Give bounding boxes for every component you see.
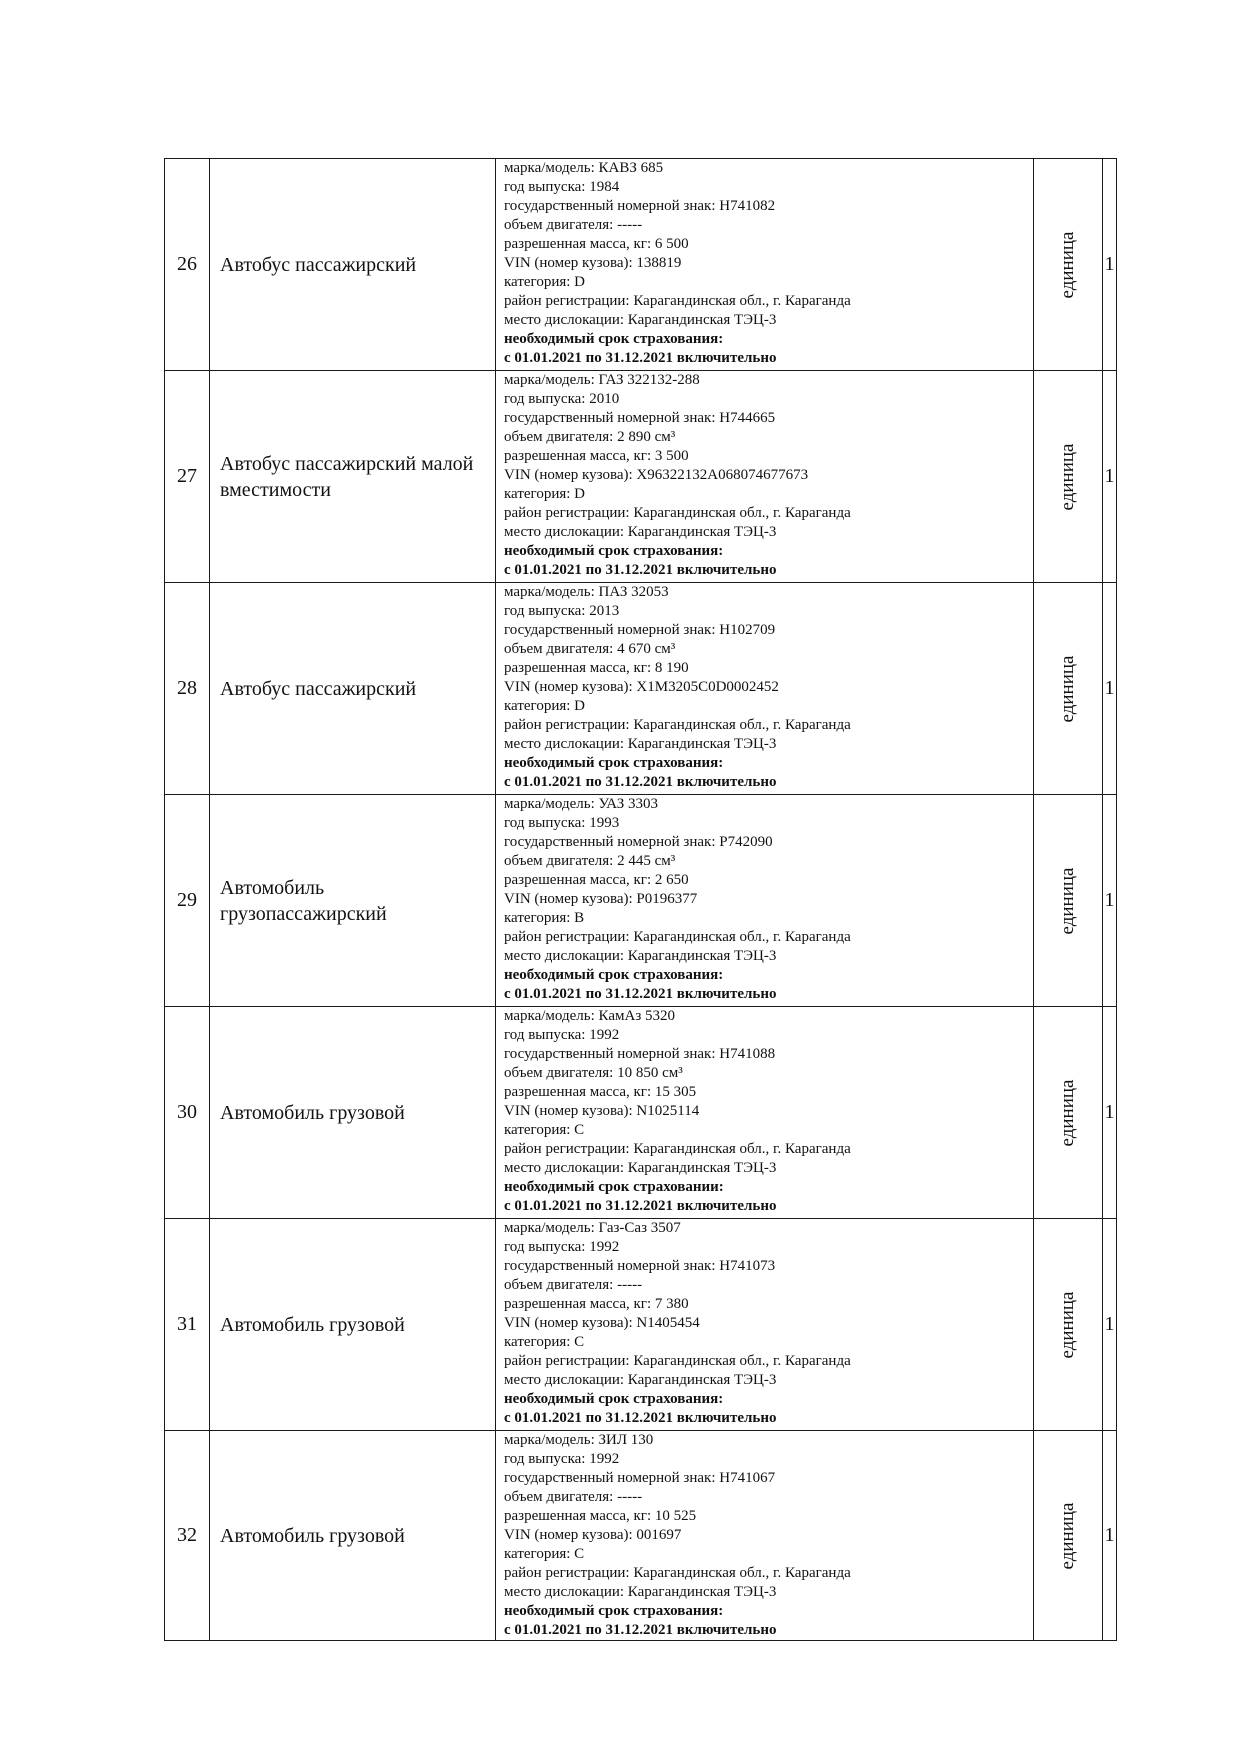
row-number: 26 xyxy=(165,159,210,371)
detail-line: VIN (номер кузова): 138819 xyxy=(504,255,682,271)
quantity: 1 xyxy=(1103,1431,1117,1641)
unit-label: единица xyxy=(1057,1502,1078,1569)
vehicle-type: Автобус пассажирский xyxy=(210,159,496,371)
detail-line: марка/модель: УАЗ 3303 xyxy=(504,796,659,812)
detail-line: марка/модель: КАВЗ 685 xyxy=(504,160,664,176)
insurance-term-value: с 01.01.2021 по 31.12.2021 включительно xyxy=(504,986,777,1002)
detail-line: марка/модель: ПАЗ 32053 xyxy=(504,584,669,600)
detail-line: объем двигателя: 10 850 см³ xyxy=(504,1065,683,1081)
vehicle-table-body xyxy=(165,159,1117,1641)
unit-label: единица xyxy=(1057,1079,1078,1146)
detail-line: район регистрации: Карагандинская обл., г. Караганда xyxy=(504,1353,851,1369)
detail-line: разрешенная масса, кг: 15 305 xyxy=(504,1084,697,1100)
row-number: 31 xyxy=(165,1219,210,1431)
detail-line: разрешенная масса, кг: 7 380 xyxy=(504,1296,689,1312)
vehicle-details xyxy=(496,371,1034,583)
detail-line: объем двигателя: 2 445 см³ xyxy=(504,853,676,869)
detail-line: объем двигателя: 4 670 см³ xyxy=(504,641,676,657)
quantity: 1 xyxy=(1103,371,1117,583)
insurance-term-value: с 01.01.2021 по 31.12.2021 включительно xyxy=(504,350,777,366)
detail-line: год выпуска: 2010 xyxy=(504,391,620,407)
insurance-term-value: с 01.01.2021 по 31.12.2021 включительно xyxy=(504,562,777,578)
detail-line: объем двигателя: 2 890 см³ xyxy=(504,429,676,445)
vehicle-row xyxy=(165,1219,1117,1431)
vehicle-type: Автобус пассажирский малой вместимости xyxy=(210,371,496,583)
unit-cell xyxy=(1034,1431,1103,1641)
detail-line: район регистрации: Карагандинская обл., г. Караганда xyxy=(504,505,851,521)
detail-line: категория: C xyxy=(504,1334,585,1350)
vehicle-table xyxy=(164,158,1117,1641)
detail-line: объем двигателя: ----- xyxy=(504,217,643,233)
vehicle-details xyxy=(496,159,1034,371)
insurance-term-label: необходимый срок страхования: xyxy=(504,967,724,983)
detail-line: разрешенная масса, кг: 6 500 xyxy=(504,236,689,252)
unit-cell xyxy=(1034,371,1103,583)
detail-line: марка/модель: КамАз 5320 xyxy=(504,1008,675,1024)
quantity: 1 xyxy=(1103,1007,1117,1219)
vehicle-row xyxy=(165,795,1117,1007)
quantity: 1 xyxy=(1103,583,1117,795)
vehicle-row xyxy=(165,159,1117,371)
insurance-term-label: необходимый срок страхования: xyxy=(504,1603,724,1619)
unit-cell xyxy=(1034,795,1103,1007)
detail-line: год выпуска: 1984 xyxy=(504,179,620,195)
detail-line: место дислокации: Карагандинская ТЭЦ-3 xyxy=(504,1372,777,1388)
detail-line: категория: D xyxy=(504,486,585,502)
detail-line: район регистрации: Карагандинская обл., г. Караганда xyxy=(504,293,851,309)
detail-line: год выпуска: 1992 xyxy=(504,1451,620,1467)
unit-label: единица xyxy=(1057,655,1078,722)
detail-line: марка/модель: ЗИЛ 130 xyxy=(504,1432,654,1448)
detail-line: государственный номерной знак: H102709 xyxy=(504,622,776,638)
insurance-term-value: с 01.01.2021 по 31.12.2021 включительно xyxy=(504,1198,777,1214)
detail-line: VIN (номер кузова): N1025114 xyxy=(504,1103,700,1119)
detail-line: государственный номерной знак: H741088 xyxy=(504,1046,776,1062)
detail-line: объем двигателя: ----- xyxy=(504,1489,643,1505)
quantity: 1 xyxy=(1103,1219,1117,1431)
detail-line: VIN (номер кузова): X1M3205C0D0002452 xyxy=(504,679,779,695)
unit-label: единица xyxy=(1057,867,1078,934)
insurance-term-label: необходимый срок страхования: xyxy=(504,543,724,559)
vehicle-details xyxy=(496,1431,1034,1641)
detail-line: VIN (номер кузова): N1405454 xyxy=(504,1315,700,1331)
unit-cell xyxy=(1034,159,1103,371)
row-number: 28 xyxy=(165,583,210,795)
vehicle-row xyxy=(165,1007,1117,1219)
insurance-term-label: необходимый срок страхования: xyxy=(504,1391,724,1407)
vehicle-type: Автомобиль грузовой xyxy=(210,1007,496,1219)
detail-line: марка/модель: Газ-Саз 3507 xyxy=(504,1220,681,1236)
detail-line: год выпуска: 2013 xyxy=(504,603,620,619)
detail-line: район регистрации: Карагандинская обл., г. Караганда xyxy=(504,929,851,945)
detail-line: категория: D xyxy=(504,698,585,714)
row-number: 32 xyxy=(165,1431,210,1641)
detail-line: объем двигателя: ----- xyxy=(504,1277,643,1293)
row-number: 27 xyxy=(165,371,210,583)
quantity: 1 xyxy=(1103,795,1117,1007)
insurance-term-value: с 01.01.2021 по 31.12.2021 включительно xyxy=(504,774,777,790)
vehicle-row xyxy=(165,1431,1117,1641)
insurance-term-value: с 01.01.2021 по 31.12.2021 включительно xyxy=(504,1410,777,1426)
vehicle-details xyxy=(496,1219,1034,1431)
detail-line: место дислокации: Карагандинская ТЭЦ-3 xyxy=(504,736,777,752)
detail-line: VIN (номер кузова): 001697 xyxy=(504,1527,682,1543)
insurance-term-label: необходимый срок страхования: xyxy=(504,331,724,347)
unit-label: единица xyxy=(1057,1291,1078,1358)
row-number: 30 xyxy=(165,1007,210,1219)
detail-line: категория: C xyxy=(504,1122,585,1138)
detail-line: место дислокации: Карагандинская ТЭЦ-3 xyxy=(504,524,777,540)
detail-line: год выпуска: 1992 xyxy=(504,1239,620,1255)
detail-line: место дислокации: Карагандинская ТЭЦ-3 xyxy=(504,1584,777,1600)
vehicle-row xyxy=(165,583,1117,795)
detail-line: район регистрации: Карагандинская обл., г. Караганда xyxy=(504,1141,851,1157)
detail-line: категория: C xyxy=(504,1546,585,1562)
detail-line: место дислокации: Карагандинская ТЭЦ-3 xyxy=(504,948,777,964)
vehicle-details xyxy=(496,1007,1034,1219)
insurance-term-label: необходимый срок страхования: xyxy=(504,755,724,771)
unit-label: единица xyxy=(1057,231,1078,298)
unit-cell xyxy=(1034,1007,1103,1219)
detail-line: государственный номерной знак: P742090 xyxy=(504,834,773,850)
detail-line: место дислокации: Карагандинская ТЭЦ-3 xyxy=(504,312,777,328)
detail-line: год выпуска: 1993 xyxy=(504,815,620,831)
unit-cell xyxy=(1034,583,1103,795)
detail-line: VIN (номер кузова): P0196377 xyxy=(504,891,698,907)
vehicle-type: Автомобиль грузовой xyxy=(210,1219,496,1431)
detail-line: разрешенная масса, кг: 2 650 xyxy=(504,872,689,888)
detail-line: разрешенная масса, кг: 8 190 xyxy=(504,660,689,676)
detail-line: марка/модель: ГАЗ 322132-288 xyxy=(504,372,700,388)
vehicle-row xyxy=(165,371,1117,583)
insurance-term-value: с 01.01.2021 по 31.12.2021 включительно xyxy=(504,1622,777,1638)
vehicle-type: Автобус пассажирский xyxy=(210,583,496,795)
vehicle-details xyxy=(496,583,1034,795)
row-number: 29 xyxy=(165,795,210,1007)
detail-line: категория: D xyxy=(504,274,585,290)
detail-line: государственный номерной знак: H744665 xyxy=(504,410,776,426)
detail-line: год выпуска: 1992 xyxy=(504,1027,620,1043)
unit-cell xyxy=(1034,1219,1103,1431)
vehicle-type: Автомобиль грузовой xyxy=(210,1431,496,1641)
detail-line: государственный номерной знак: H741082 xyxy=(504,198,776,214)
quantity: 1 xyxy=(1103,159,1117,371)
unit-label: единица xyxy=(1057,443,1078,510)
detail-line: категория: B xyxy=(504,910,585,926)
detail-line: разрешенная масса, кг: 10 525 xyxy=(504,1508,697,1524)
vehicle-details xyxy=(496,795,1034,1007)
detail-line: государственный номерной знак: H741067 xyxy=(504,1470,776,1486)
detail-line: государственный номерной знак: H741073 xyxy=(504,1258,776,1274)
detail-line: место дислокации: Карагандинская ТЭЦ-3 xyxy=(504,1160,777,1176)
detail-line: VIN (номер кузова): X96322132A068074677673 xyxy=(504,467,809,483)
detail-line: район регистрации: Карагандинская обл., г. Караганда xyxy=(504,717,851,733)
detail-line: разрешенная масса, кг: 3 500 xyxy=(504,448,689,464)
insurance-term-label: необходимый срок страховании: xyxy=(504,1179,724,1195)
detail-line: район регистрации: Карагандинская обл., г. Караганда xyxy=(504,1565,851,1581)
vehicle-type: Автомобиль грузопассажирский xyxy=(210,795,496,1007)
